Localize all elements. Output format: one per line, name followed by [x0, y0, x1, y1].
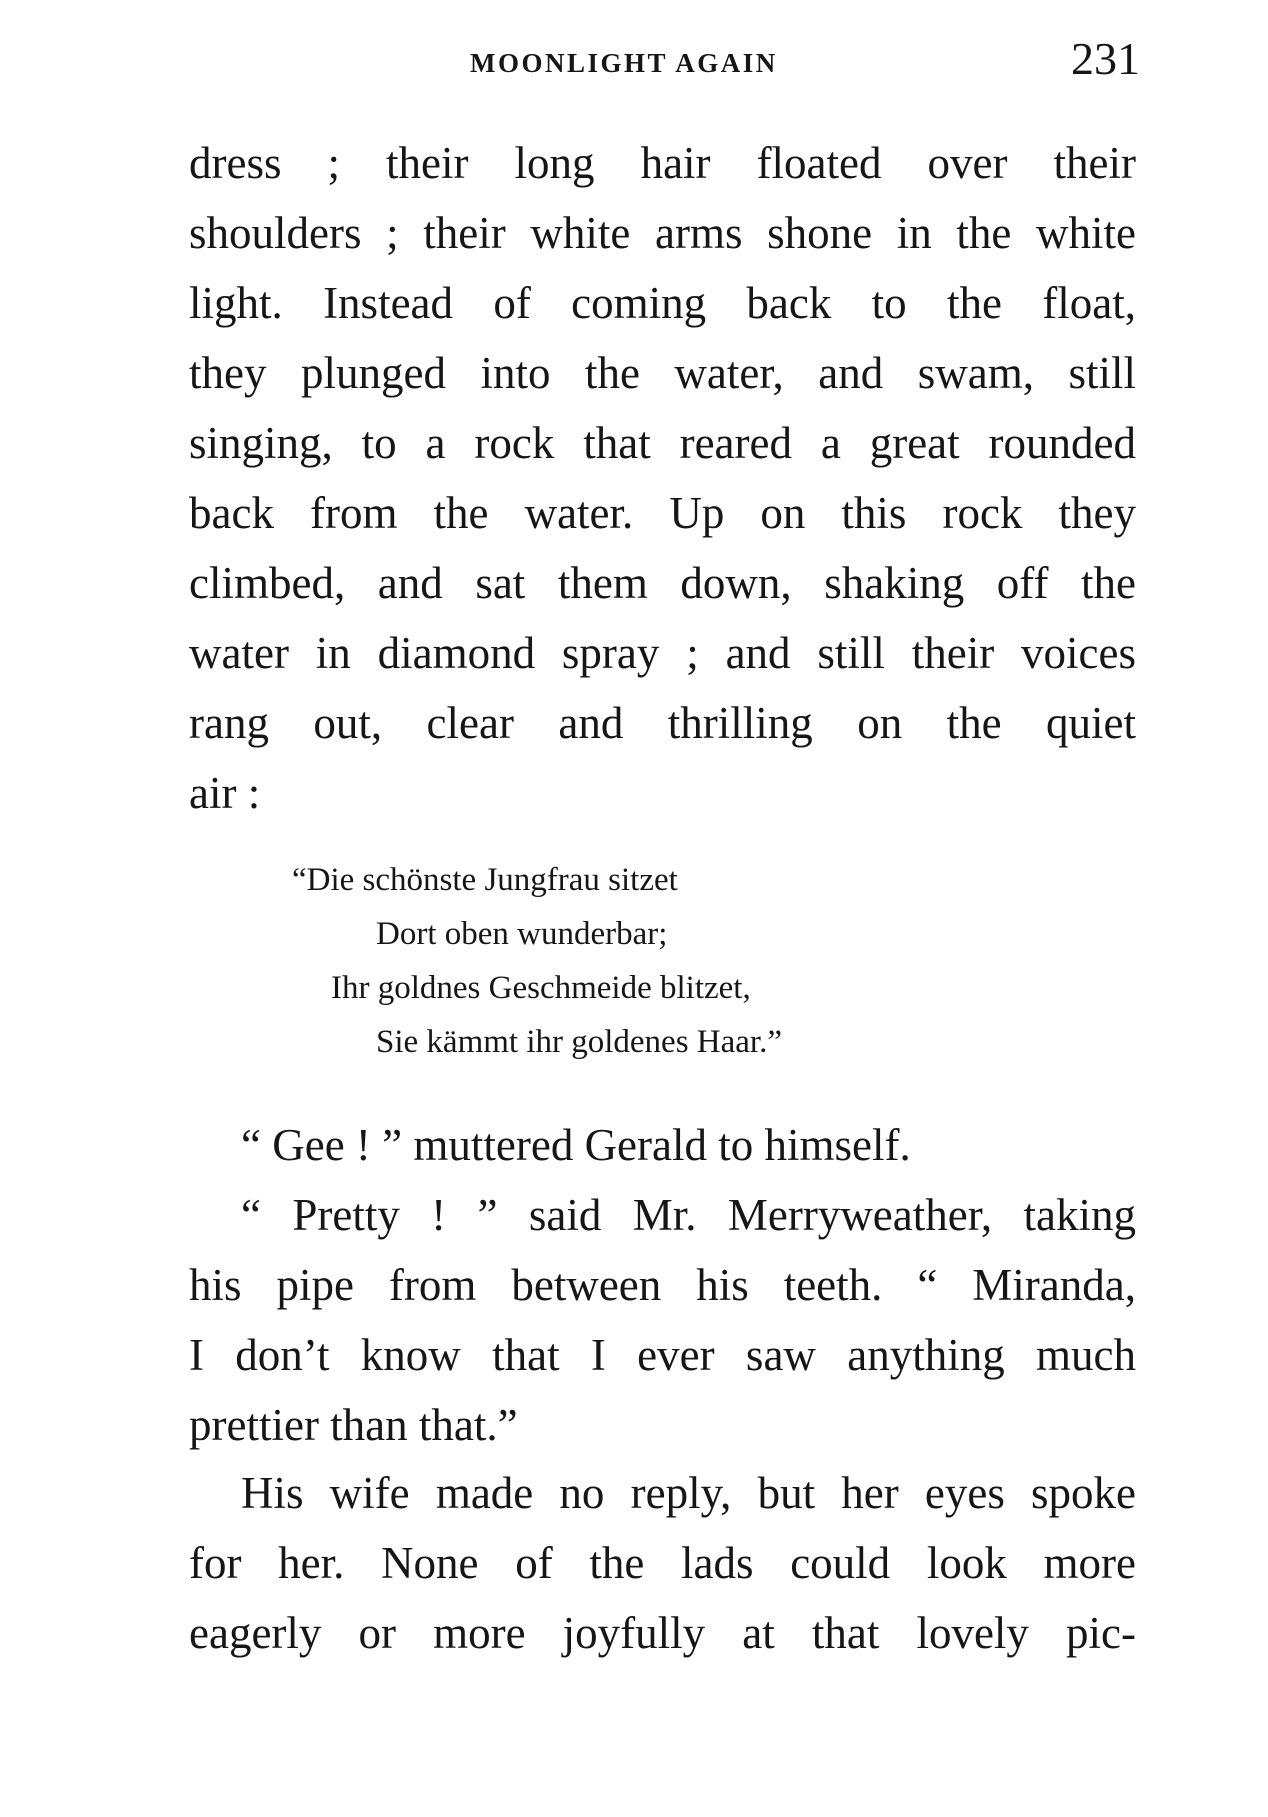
text-line: light. Instead of coming back to the float, — [189, 278, 1136, 328]
text-line: his pipe from between his teeth. “ Miranda, — [189, 1260, 1136, 1310]
text-line: for her. None of the lads could look more — [189, 1538, 1136, 1588]
text-line: I don’t know that I ever saw anything much — [189, 1330, 1136, 1380]
poem-line: Dort oben wunderbar; — [376, 916, 668, 952]
text-line: “ Gee ! ” muttered Gerald to himself. — [241, 1120, 911, 1170]
text-line: dress ; their long hair floated over their — [189, 138, 1136, 188]
text-line: rang out, clear and thrilling on the quiet — [189, 698, 1136, 748]
text-line: back from the water. Up on this rock they — [189, 488, 1136, 538]
paragraphs-2-3 — [189, 1110, 1136, 1460]
text-line: climbed, and sat them down, shaking off the — [189, 558, 1136, 608]
poem-line: Sie kämmt ihr goldenes Haar.” — [376, 1024, 782, 1060]
text-line: “ Pretty ! ” said Mr. Merryweather, taking — [241, 1190, 1136, 1240]
running-head — [0, 30, 1268, 90]
paragraph-4 — [189, 1458, 1136, 1668]
text-line: water in diamond spray ; and still their voices — [189, 628, 1136, 678]
page-number: 231 — [1071, 33, 1140, 84]
text-line: prettier than that.” — [189, 1400, 518, 1450]
poem-line: Ihr goldnes Geschmeide blitzet, — [331, 970, 751, 1006]
text-line: they plunged into the water, and swam, still — [189, 348, 1136, 398]
poem-verse — [0, 853, 1268, 1069]
poem-line: “Die schönste Jungfrau sitzet — [292, 862, 678, 898]
running-title: MOONLIGHT AGAIN — [470, 48, 778, 78]
text-line: His wife made no reply, but her eyes spoke — [241, 1468, 1136, 1518]
text-line: eagerly or more joyfully at that lovely pic- — [189, 1608, 1136, 1658]
text-line: air : — [189, 768, 261, 818]
text-line: singing, to a rock that reared a great rounded — [189, 418, 1136, 468]
text-line: shoulders ; their white arms shone in the white — [189, 208, 1136, 258]
paragraph-1 — [189, 128, 1136, 828]
